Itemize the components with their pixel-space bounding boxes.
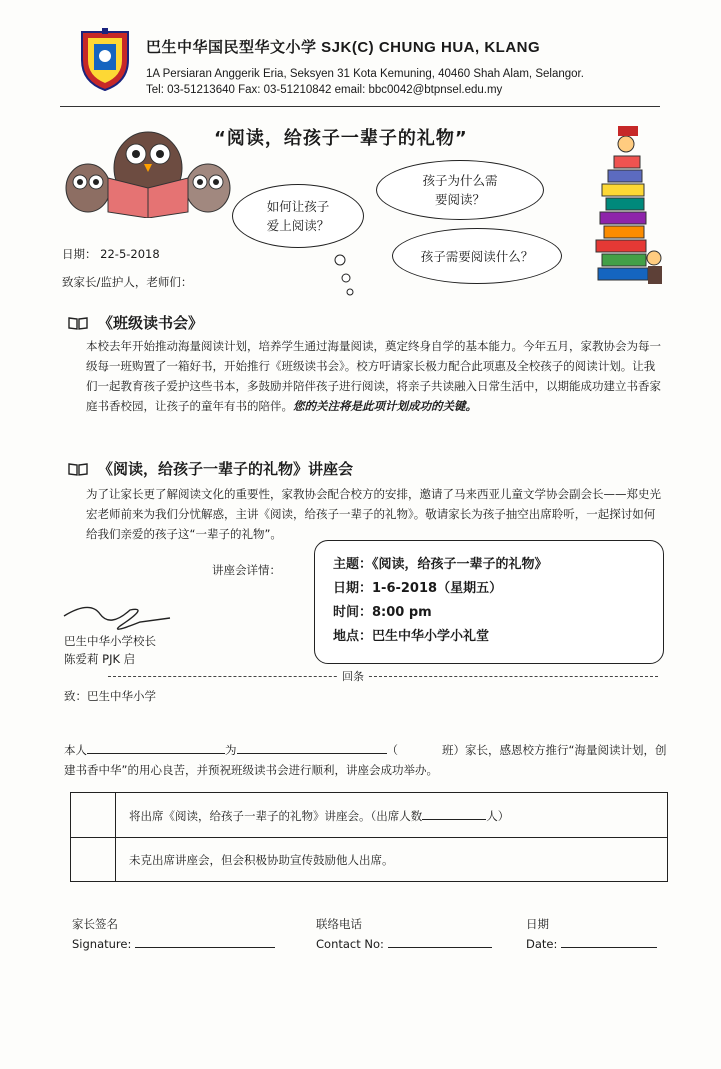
bubble-text: 孩子需要阅读什么？: [420, 248, 534, 264]
reply-statement: [64, 740, 672, 780]
owls-reading-illustration: [58, 118, 238, 218]
talk-time: 时间：8:00 pm: [333, 605, 432, 620]
signature-label-cn: 家长签名: [72, 917, 118, 931]
section-body-talk: 为了让家长更了解阅读文化的重要性，家教协会配合校方的安排，邀请了马来西亚儿童文学协会副会长——郑史光宏老师前来为我们分忧解惑，主讲《阅读，给孩子一辈子的礼物》。敬请家长为孩子抽空出席聆听，一起探讨如何给我们亲爱的孩子这“一辈子的礼物”。: [86, 487, 661, 541]
school-name: 巴生中华国民型华文小学 SJK(C) CHUNG HUA, KLANG: [146, 39, 541, 56]
attendance-options-table: [70, 792, 668, 882]
reply-class-close: 班）家长，感恩校方推行“海量阅读计划，创建书香中华”的用心良苦，并预祝班级读书会进行顺利，讲座会成功举办。: [64, 743, 667, 777]
talk-venue: 地点：巴生中华小学小礼堂: [333, 629, 490, 644]
letter-date: 日期： 22-5-2018: [62, 247, 160, 261]
reply-class-open: （: [386, 743, 398, 757]
signature-field[interactable]: [135, 947, 275, 948]
reply-recipient: 致：巴生中华小学: [64, 689, 156, 703]
date-label-en: Date:: [526, 937, 558, 951]
open-book-icon: [68, 462, 88, 476]
talk-date: 日期：1-6-2018（星期五）: [333, 581, 503, 596]
date-label-cn: 日期: [526, 917, 549, 931]
open-book-icon: [68, 316, 88, 330]
school-address-block: [146, 66, 584, 98]
contact-field[interactable]: [388, 947, 492, 948]
reply-slip-label: 回条: [338, 668, 368, 684]
reply-for: 为: [225, 743, 237, 757]
bubble-trail: [330, 248, 370, 298]
school-crest-logo: [78, 26, 132, 92]
section-heading-text: 《班级读书会》: [98, 314, 204, 332]
reply-prefix: 本人: [64, 743, 87, 757]
section-heading-talk: [68, 458, 353, 479]
speech-bubble-2: [376, 160, 544, 220]
contact-label-en: Contact No:: [316, 937, 384, 951]
principal-block: [64, 632, 156, 668]
letter-greeting: 致家长/监护人，老师们：: [62, 275, 193, 289]
bubble-text: 如何让孩子: [266, 199, 330, 214]
section-heading-text: 《阅读，给孩子一辈子的礼物》讲座会: [98, 460, 354, 478]
contact-block: [316, 914, 492, 954]
option-attend-text: 将出席《阅读，给孩子一辈子的礼物》讲座会。（出席人数: [129, 809, 423, 823]
attend-checkbox[interactable]: [71, 793, 116, 837]
section-heading-reading-club: [68, 312, 203, 333]
attendee-count-field[interactable]: [422, 807, 486, 820]
principal-name: 陈爱莉 PJK 启: [64, 652, 136, 666]
attendance-option-absent: [71, 837, 667, 882]
attendance-option-attend: [71, 793, 667, 837]
parent-name-field[interactable]: [87, 741, 225, 754]
contact-label-cn: 联络电话: [316, 917, 362, 931]
absent-checkbox[interactable]: [71, 838, 116, 882]
talk-details-label: 讲座会详情：: [212, 563, 281, 577]
date-field[interactable]: [561, 947, 657, 948]
signature-label-en: Signature:: [72, 937, 132, 951]
principal-title: 巴生中华小学校长: [64, 634, 156, 648]
bubble-text: 要阅读？: [434, 192, 485, 207]
option-text: [129, 807, 509, 824]
book-stack-illustration: [568, 118, 672, 290]
parent-signature-block: [72, 914, 275, 954]
school-contact: Tel: 03-51213640 Fax: 03-51210842 email: bbc0042@btpnsel.edu.my: [146, 84, 503, 96]
bubble-text: 爱上阅读？: [266, 218, 330, 233]
school-address: 1A Persiaran Anggerik Eria, Seksyen 31 Kota Kemuning, 40460 Shah Alam, Selangor.: [146, 68, 584, 80]
cut-line: [108, 676, 658, 677]
page-title: “阅读，给孩子一辈子的礼物”: [214, 128, 468, 149]
class-field[interactable]: [398, 742, 442, 754]
principal-signature: [60, 596, 180, 636]
section-body-reading-club: [86, 336, 666, 416]
header-divider: [60, 106, 660, 107]
talk-details-box: [314, 540, 664, 664]
emphasis-text: 您的关注将是此项计划成功的关键。: [293, 399, 477, 413]
speech-bubble-1: [232, 184, 364, 248]
talk-topic: 主题：《阅读，给孩子一辈子的礼物》: [333, 557, 548, 572]
option-absent-text: 未克出席讲座会，但会积极协助宣传鼓励他人出席。: [129, 853, 394, 867]
speech-bubble-3: [392, 228, 562, 284]
date-block: [526, 914, 657, 954]
body-text: 本校去年开始推动海量阅读计划，培养学生通过海量阅读，奠定终身自学的基本能力。今年五月，家教协会为每一级每一班购置了一箱好书，开始推行《班级读书会》。校方吁请家长极力配合此项惠及全校孩子的阅读计划。让我们一起教育孩子爱护这些书本，多鼓励并陪伴孩子进行阅读，将亲子共读融入日常生活中，以期能成功建立书香家庭书香校园，让孩子的童年有书的陪伴。: [86, 339, 661, 413]
student-name-field[interactable]: [237, 741, 387, 754]
bubble-text: 孩子为什么需: [422, 173, 498, 188]
option-attend-suffix: 人）: [486, 809, 510, 823]
